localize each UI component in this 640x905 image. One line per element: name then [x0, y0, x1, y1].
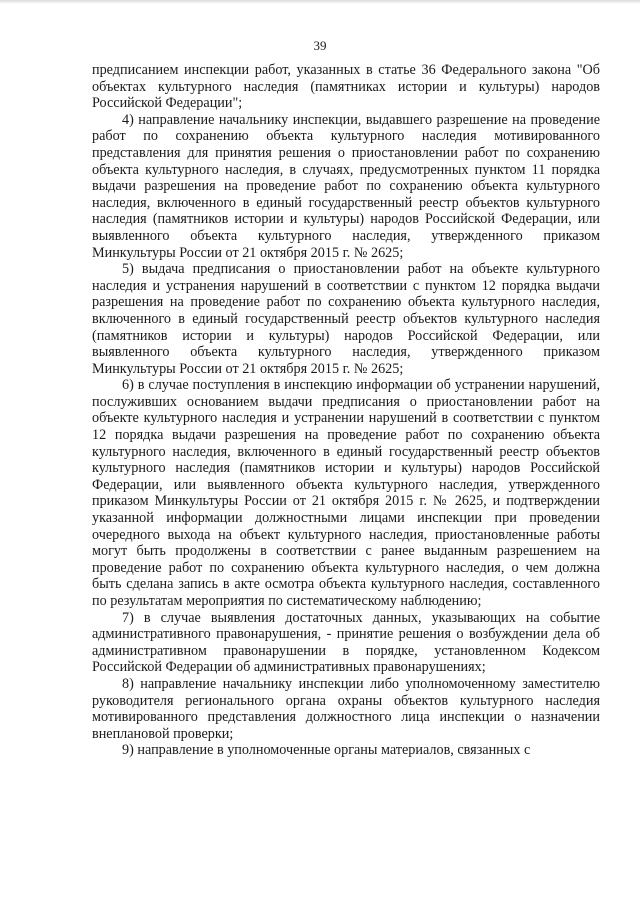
paragraph-item-9: 9) направление в уполномоченные органы материалов, связанных с	[122, 742, 531, 759]
paragraph-continuation: предписанием инспекции работ, указанных в статье 36 Федерального закона "Об объектах культурного наследия (памятниках истории и культуры) народов Российской Федерации";	[92, 62, 600, 112]
page-number: 39	[313, 38, 327, 53]
scan-edge	[0, 0, 640, 4]
paragraph-item-5: 5) выдача предписания о приостановлении работ на объекте культурного наследия и устранения нарушений в соответствии с пунктом 12 порядка выдачи разрешения на проведение работ по сохранению объекта культурного наследия, включенного в единый государственный реестр объектов культурного наследия (памятников истории и культуры) народов Российской Федерации, или выявленного объекта культурного наследия, утвержденного приказом Минкультуры России от 21 октября 2015 г. № 2625;	[92, 261, 600, 377]
paragraph-item-6: 6) в случае поступления в инспекцию информации об устранении нарушений, послуживших основанием выдачи предписания о приостановлении работ на объекте культурного наследия и устранении нарушений в соответствии с пунктом 12 порядка выдачи разрешения на проведение работ по сохранению объекта культурного наследия, включенного в единый государственный реестр объектов культурного наследия (памятников истории и культуры) народов Российской Федерации, или выявленного объекта культурного наследия, утвержденного приказом Минкультуры России от 21 октября 2015 г. № 2625, и подтверждении указанной информации должностными лицами инспекции при проведении очередного выхода на объект культурного наследия, приостановленные работы могут быть продолжены в соответствии с ранее выданным разрешением на проведение работ по сохранению объекта культурного наследия, о чем должна быть сделана запись в акте осмотра объекта культурного наследия, составленного по результатам мероприятия по систематическому наблюдению;	[92, 377, 600, 609]
paragraph-item-8: 8) направление начальнику инспекции либо уполномоченному заместителю руководителя регионального органа охраны объектов культурного наследия мотивированного представления должностного лица инспекции о назначении внеплановой проверки;	[92, 675, 600, 742]
paragraph-item-4: 4) направление начальнику инспекции, выдавшего разрешение на проведение работ по сохранению объекта культурного наследия мотивированного представления для принятия решения о приостановлении работ по сохранению объекта культурного наследия, в случаях, предусмотренных пунктом 11 порядка выдачи разрешения на проведение работ по сохранению объекта культурного наследия, включенного в единый государственный реестр объектов культурного наследия (памятников истории и культуры) народов Российской Федерации, или выявленного объекта культурного наследия, утвержденного приказом Минкультуры России от 21 октября 2015 г. № 2625;	[92, 111, 600, 261]
paragraph-item-7: 7) в случае выявления достаточных данных, указывающих на событие административного правонарушения, - принятие решения о возбуждении дела об административном правонарушении в порядке, установленном Кодексом Российской Федерации об административных правонарушениях;	[92, 609, 600, 676]
document-body	[92, 62, 600, 759]
